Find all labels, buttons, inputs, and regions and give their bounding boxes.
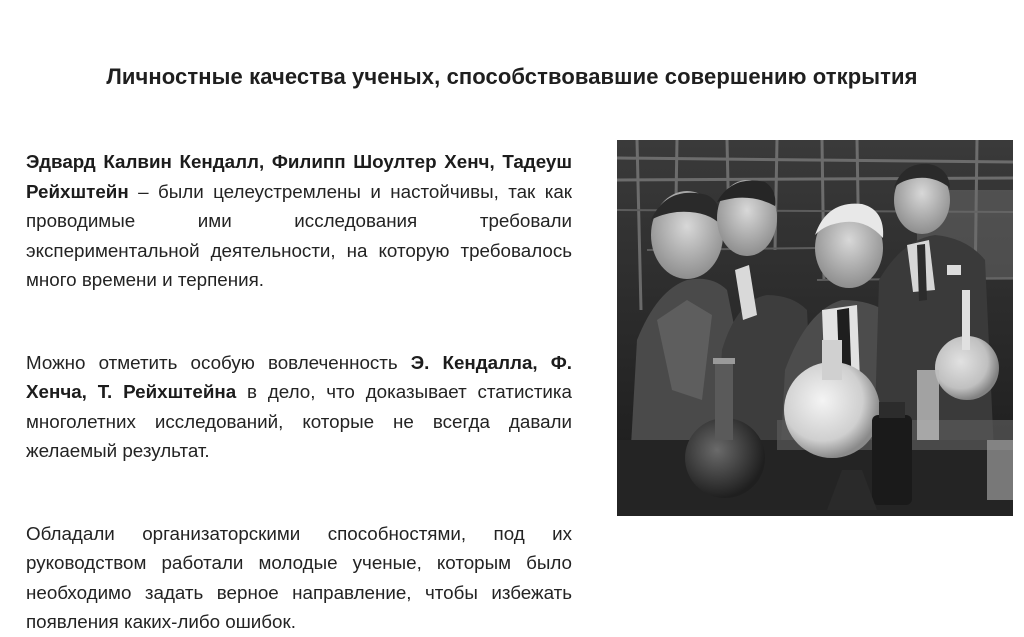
paragraph-1 <box>26 147 572 295</box>
paragraph-1-text: – были целеустремлены и настойчивы, так как проводимые ими исследования требовали экспериментальной деятельности, на которую требовалось много времени и терпения. <box>26 180 572 290</box>
paragraph-1-bold-names: Эдвард Калвин Кендалл, Филипп Шоултер Хенч, Тадеуш Рейхштейн <box>26 151 572 202</box>
paragraph-2-text-before: Можно отметить особую вовлеченность <box>26 351 411 373</box>
paragraph-3: Обладали организаторскими способностями, под их руководством работали молодые ученые, которым было необходимо задать верное направление, чтобы избежать появления каких-либо ошибок. <box>26 522 572 632</box>
paragraph-2 <box>26 348 572 466</box>
scientists-laboratory-photo <box>617 140 1013 516</box>
paragraph-2-bold-names: Э. Кендалла, Ф. Хенча, Т. Рейхштейна <box>26 351 572 402</box>
slide-title: Личностные качества ученых, способствовавшие совершению открытия <box>106 64 918 89</box>
paragraph-2-text-after: в дело, что доказывает статистика многолетних исследований, которые не всегда давали желаемый результат. <box>26 381 572 461</box>
text-column <box>26 147 572 637</box>
